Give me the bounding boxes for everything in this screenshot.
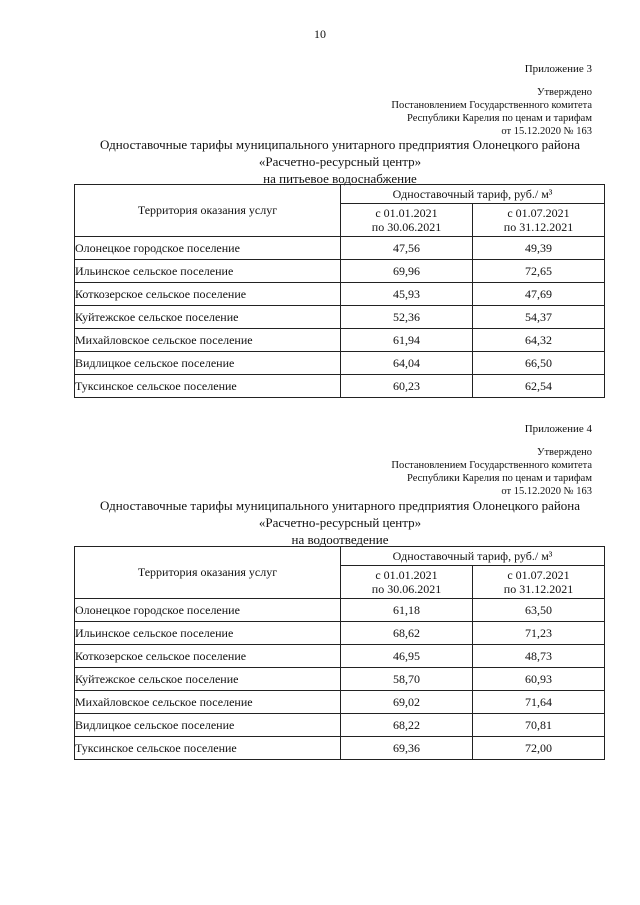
column-header-period-1 bbox=[341, 204, 473, 237]
approved-label: Утверждено bbox=[537, 447, 592, 458]
table-row bbox=[75, 714, 605, 737]
tariff-value: 47,69 bbox=[472, 283, 604, 306]
title-line: Одноставочные тарифы муниципального унитарного предприятия Олонецкого района bbox=[99, 498, 581, 513]
tariff-value: 60,93 bbox=[472, 668, 604, 691]
table-row bbox=[75, 622, 605, 645]
column-header-territory: Территория оказания услуг bbox=[75, 185, 341, 237]
appendix-label: Приложение 4 bbox=[524, 423, 592, 435]
resolution-line: от 15.12.2020 № 163 bbox=[501, 126, 592, 137]
tariff-value: 69,36 bbox=[341, 737, 473, 760]
period-start: с 01.01.2021 bbox=[375, 206, 438, 220]
tariff-value: 72,65 bbox=[472, 260, 604, 283]
resolution-line: Республики Карелия по ценам и тарифам bbox=[407, 113, 592, 124]
column-header-tariff: Одноставочный тариф, руб./ м³ bbox=[341, 547, 605, 566]
title-line: на питьевое водоснабжение bbox=[263, 171, 417, 186]
territory-name: Видлицкое сельское поселение bbox=[75, 714, 341, 737]
table-row bbox=[75, 237, 605, 260]
tariff-value: 49,39 bbox=[472, 237, 604, 260]
territory-name: Олонецкое городское поселение bbox=[75, 599, 341, 622]
title-line: «Расчетно-ресурсный центр» bbox=[258, 515, 422, 530]
tariff-title-wastewater bbox=[76, 497, 604, 548]
resolution-line: от 15.12.2020 № 163 bbox=[501, 486, 592, 497]
table-row bbox=[75, 306, 605, 329]
tariff-value: 66,50 bbox=[472, 352, 604, 375]
appendix-label: Приложение 3 bbox=[524, 63, 592, 75]
table-row bbox=[75, 668, 605, 691]
tariff-value: 71,23 bbox=[472, 622, 604, 645]
resolution-line: Постановлением Государственного комитета bbox=[391, 460, 592, 471]
territory-name: Ильинское сельское поселение bbox=[75, 260, 341, 283]
tariff-value: 63,50 bbox=[472, 599, 604, 622]
tariff-table-water-supply bbox=[74, 184, 605, 398]
territory-name: Куйтежское сельское поселение bbox=[75, 306, 341, 329]
tariff-value: 62,54 bbox=[472, 375, 604, 398]
territory-name: Ильинское сельское поселение bbox=[75, 622, 341, 645]
title-line: «Расчетно-ресурсный центр» bbox=[258, 154, 422, 169]
tariff-table-wastewater bbox=[74, 546, 605, 760]
tariff-value: 71,64 bbox=[472, 691, 604, 714]
tariff-value: 72,00 bbox=[472, 737, 604, 760]
tariff-value: 69,96 bbox=[341, 260, 473, 283]
title-line: Одноставочные тарифы муниципального унитарного предприятия Олонецкого района bbox=[99, 137, 581, 152]
period-start: с 01.07.2021 bbox=[507, 568, 570, 582]
approved-label: Утверждено bbox=[537, 87, 592, 98]
territory-name: Видлицкое сельское поселение bbox=[75, 352, 341, 375]
tariff-value: 64,04 bbox=[341, 352, 473, 375]
tariff-value: 61,94 bbox=[341, 329, 473, 352]
territory-name: Куйтежское сельское поселение bbox=[75, 668, 341, 691]
table-row bbox=[75, 599, 605, 622]
territory-name: Михайловское сельское поселение bbox=[75, 691, 341, 714]
territory-name: Олонецкое городское поселение bbox=[75, 237, 341, 260]
period-start: с 01.07.2021 bbox=[507, 206, 570, 220]
tariff-title-water-supply bbox=[76, 136, 604, 187]
period-end: по 31.12.2021 bbox=[503, 220, 574, 234]
page-number: 10 bbox=[314, 27, 326, 41]
approval-block-appendix-3 bbox=[391, 63, 592, 138]
tariff-value: 45,93 bbox=[341, 283, 473, 306]
territory-name: Туксинское сельское поселение bbox=[75, 737, 341, 760]
period-end: по 30.06.2021 bbox=[371, 220, 442, 234]
territory-name: Туксинское сельское поселение bbox=[75, 375, 341, 398]
resolution-line: Постановлением Государственного комитета bbox=[391, 100, 592, 111]
tariff-value: 48,73 bbox=[472, 645, 604, 668]
tariff-value: 58,70 bbox=[341, 668, 473, 691]
table-row bbox=[75, 283, 605, 306]
column-header-territory: Территория оказания услуг bbox=[75, 547, 341, 599]
tariff-value: 69,02 bbox=[341, 691, 473, 714]
period-end: по 30.06.2021 bbox=[371, 582, 442, 596]
tariff-value: 52,36 bbox=[341, 306, 473, 329]
table-row bbox=[75, 352, 605, 375]
tariff-value: 64,32 bbox=[472, 329, 604, 352]
period-end: по 31.12.2021 bbox=[503, 582, 574, 596]
territory-name: Коткозерское сельское поселение bbox=[75, 283, 341, 306]
table-row bbox=[75, 375, 605, 398]
resolution-line: Республики Карелия по ценам и тарифам bbox=[407, 473, 592, 484]
period-start: с 01.01.2021 bbox=[375, 568, 438, 582]
table-row bbox=[75, 737, 605, 760]
territory-name: Коткозерское сельское поселение bbox=[75, 645, 341, 668]
table-row bbox=[75, 329, 605, 352]
tariff-value: 46,95 bbox=[341, 645, 473, 668]
tariff-value: 68,62 bbox=[341, 622, 473, 645]
tariff-value: 60,23 bbox=[341, 375, 473, 398]
table-row bbox=[75, 691, 605, 714]
tariff-value: 70,81 bbox=[472, 714, 604, 737]
table-row bbox=[75, 645, 605, 668]
tariff-value: 68,22 bbox=[341, 714, 473, 737]
column-header-period-1 bbox=[341, 566, 473, 599]
column-header-period-2 bbox=[472, 204, 604, 237]
title-line: на водоотведение bbox=[291, 532, 389, 547]
column-header-period-2 bbox=[472, 566, 604, 599]
tariff-value: 47,56 bbox=[341, 237, 473, 260]
tariff-value: 61,18 bbox=[341, 599, 473, 622]
tariff-value: 54,37 bbox=[472, 306, 604, 329]
table-row bbox=[75, 260, 605, 283]
approval-block-appendix-4 bbox=[391, 423, 592, 498]
territory-name: Михайловское сельское поселение bbox=[75, 329, 341, 352]
column-header-tariff: Одноставочный тариф, руб./ м³ bbox=[341, 185, 605, 204]
